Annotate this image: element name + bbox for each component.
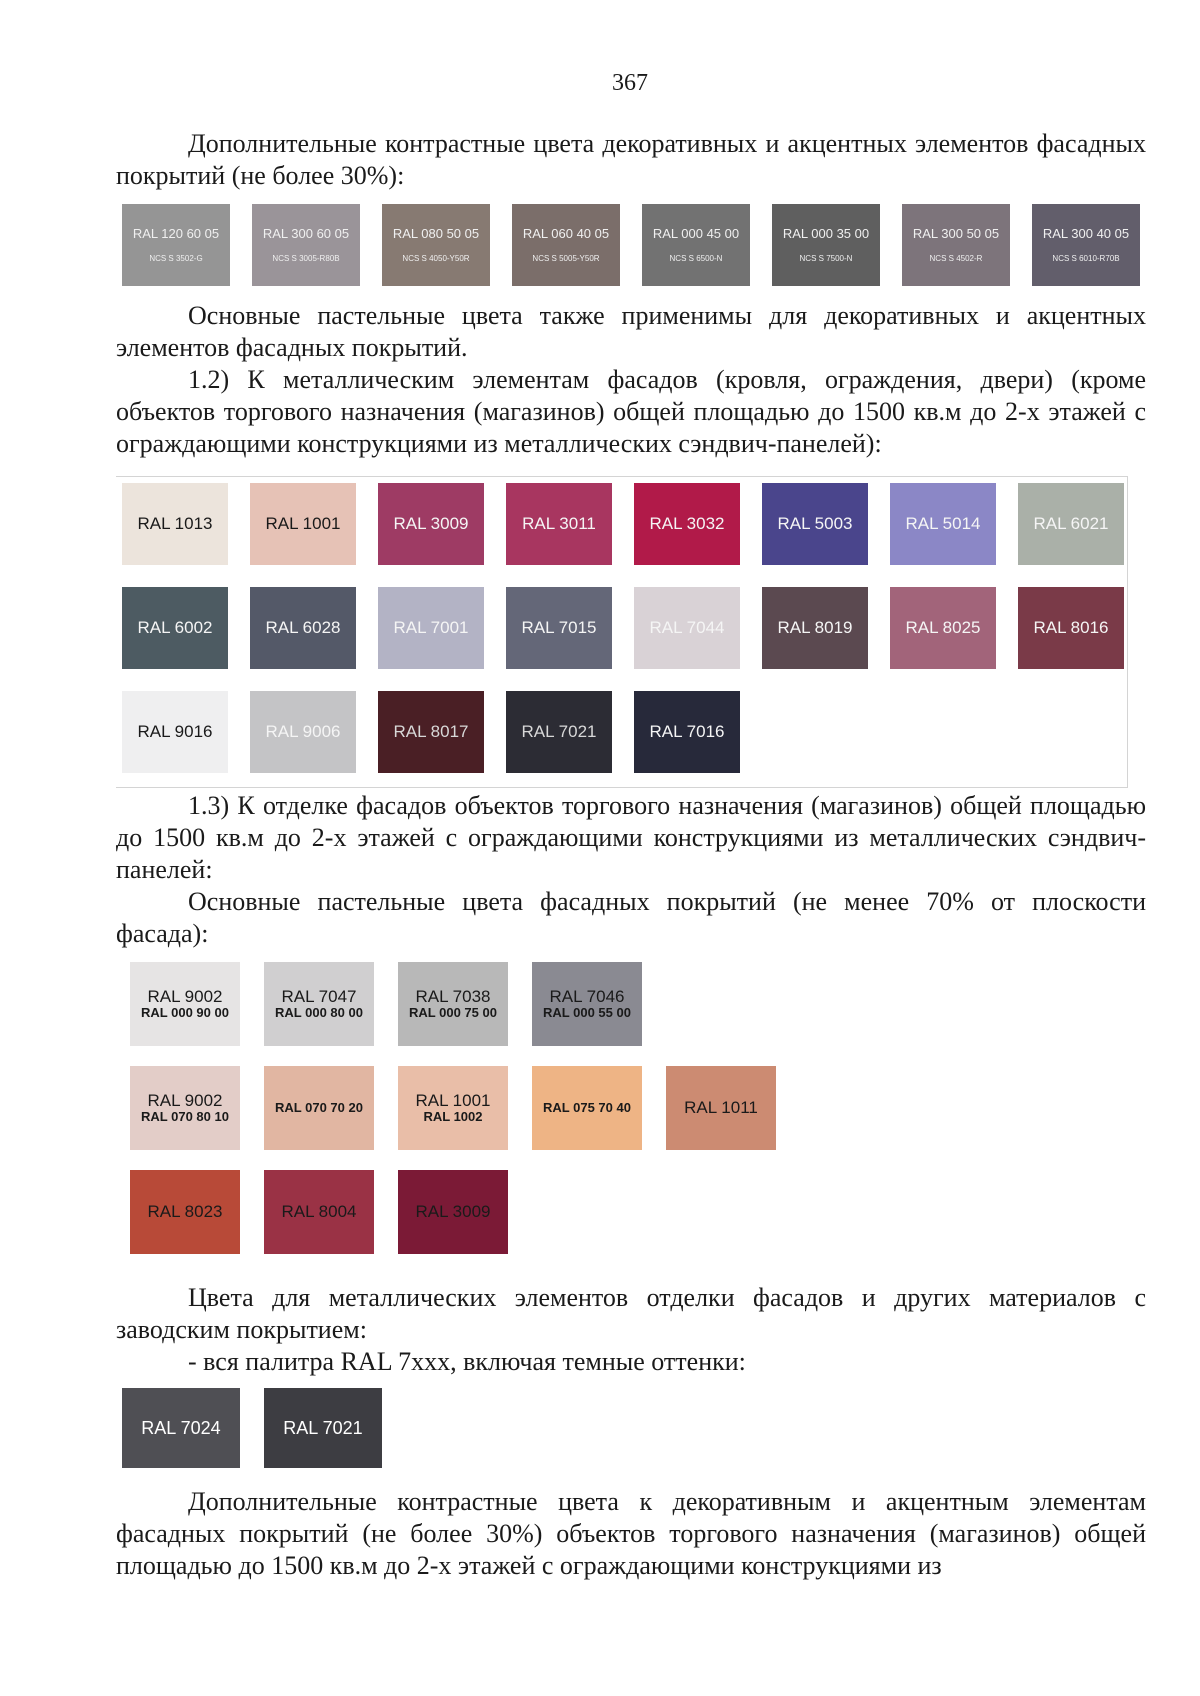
accent-swatch: [1032, 204, 1140, 286]
metal-swatch: [250, 587, 356, 669]
paragraph-pastel-main: Основные пастельные цвета фасадных покрытий (не менее 70% от плоскости фасада):: [116, 887, 1146, 948]
pastel-swatch: [130, 962, 240, 1046]
pastel-swatch: [532, 962, 642, 1046]
swatch-ncs-code: NCS S 5005-Y50R: [532, 253, 600, 263]
swatch-line-1: RAL 8023: [147, 1202, 223, 1222]
pastel-swatch: [130, 1170, 240, 1254]
paragraph-contrast-shops: Дополнительные контрастные цвета к декоративным и акцентным элементам фасадных покрытий (не более 30%) объектов торгового назначения (магазинов) общей площадью до 1500 кв.м до 2-х этажей с ограждающими конструкциями из: [116, 1487, 1146, 1580]
swatch-line-1: RAL 7038: [415, 986, 491, 1006]
metal-swatch: [378, 483, 484, 565]
swatch-label: RAL 7044: [649, 618, 725, 638]
swatch-label: RAL 7021: [521, 722, 597, 742]
swatch-label: RAL 3009: [393, 514, 469, 534]
swatch-line-2: RAL 075 70 40: [543, 1099, 631, 1115]
swatch-line-2: RAL 000 90 00: [141, 1005, 229, 1021]
metal-swatch: [762, 587, 868, 669]
swatch-line-1: RAL 9002: [147, 1090, 223, 1110]
metal-swatch: [1018, 587, 1124, 669]
accent-swatch: [252, 204, 360, 286]
metal-swatch: [506, 483, 612, 565]
swatch-ral-code: RAL 000 35 00: [782, 225, 870, 241]
metal-swatch: [890, 483, 996, 565]
swatch-label: RAL 5003: [777, 514, 853, 534]
swatch-ncs-code: NCS S 7500-N: [799, 253, 853, 263]
pastel-swatch: [532, 1066, 642, 1150]
pastel-swatch: [666, 1066, 776, 1150]
swatch-ncs-code: NCS S 4502-R: [929, 253, 983, 263]
swatch-label: RAL 3032: [649, 514, 725, 534]
pastel-swatch: [264, 1066, 374, 1150]
dark-swatch: [264, 1388, 382, 1468]
swatch-line-1: RAL 1001: [415, 1090, 491, 1110]
page-number: 367: [612, 70, 648, 96]
swatch-label: RAL 8016: [1033, 618, 1109, 638]
swatch-label: RAL 8025: [905, 618, 981, 638]
swatch-label: RAL 7001: [393, 618, 469, 638]
metal-swatch: [634, 587, 740, 669]
swatch-label: RAL 6028: [265, 618, 341, 638]
paragraph-ral7-palette: - вся палитра RAL 7xxx, включая темные оттенки:: [188, 1347, 746, 1376]
swatch-line-2: RAL 000 80 00: [275, 1005, 363, 1021]
swatch-ncs-code: NCS S 6500-N: [669, 253, 723, 263]
swatch-line-1: RAL 7047: [281, 986, 357, 1006]
pastel-swatch: [264, 962, 374, 1046]
swatch-label: RAL 6002: [137, 618, 213, 638]
metal-swatch: [250, 691, 356, 773]
pastel-swatch: [398, 1170, 508, 1254]
pastel-swatch: [398, 1066, 508, 1150]
paragraph-shop-facades: 1.3) К отделке фасадов объектов торгового назначения (магазинов) общей площадью до 1500 кв.м до 2-х этажей с ограждающими конструкциями из металлических сэндвич-панелей:: [116, 791, 1146, 884]
swatch-line-2: RAL 000 55 00: [543, 1005, 631, 1021]
swatch-label: RAL 7016: [649, 722, 725, 742]
swatch-ral-code: RAL 300 60 05: [262, 225, 350, 241]
swatch-label: RAL 9006: [265, 722, 341, 742]
paragraph-metal-elements: 1.2) К металлическим элементам фасадов (кровля, ограждения, двери) (кроме объектов торгового назначения (магазинов) общей площадью до 1500 кв.м до 2-х этажей с ограждающими конструкциями из металлических сэндвич-панелей):: [116, 365, 1146, 458]
swatch-line-1: RAL 7046: [549, 986, 625, 1006]
accent-swatch: [122, 204, 230, 286]
metal-swatch: [122, 483, 228, 565]
swatch-ral-code: RAL 000 45 00: [652, 225, 740, 241]
accent-swatch: [902, 204, 1010, 286]
swatch-label: RAL 9016: [137, 722, 213, 742]
swatch-label: RAL 8019: [777, 618, 853, 638]
swatch-ral-code: RAL 060 40 05: [522, 225, 610, 241]
pastel-swatch: [130, 1066, 240, 1150]
swatch-ral-code: RAL 300 40 05: [1042, 225, 1130, 241]
metal-swatch: [506, 587, 612, 669]
swatch-label: RAL 8017: [393, 722, 469, 742]
swatch-line-1: RAL 9002: [147, 986, 223, 1006]
accent-swatch: [642, 204, 750, 286]
metal-swatch: [378, 587, 484, 669]
swatch-label: RAL 6021: [1033, 514, 1109, 534]
paragraph-pastel-note: Основные пастельные цвета также применимы для декоративных и акцентных элементов фасадных покрытий.: [116, 301, 1146, 362]
pastel-swatch: [398, 962, 508, 1046]
swatch-label: RAL 7021: [283, 1417, 363, 1438]
swatch-ncs-code: NCS S 3502-G: [149, 253, 203, 263]
metal-swatch: [762, 483, 868, 565]
swatch-label: RAL 5014: [905, 514, 981, 534]
swatch-label: RAL 7024: [141, 1417, 221, 1438]
paragraph-metal-factory: Цвета для металлических элементов отделки фасадов и других материалов с заводским покрытием:: [116, 1283, 1146, 1344]
accent-swatch: [382, 204, 490, 286]
swatch-line-2: RAL 070 80 10: [141, 1109, 229, 1125]
swatch-line-1: RAL 3009: [415, 1202, 491, 1222]
metal-swatch: [506, 691, 612, 773]
swatch-line-2: RAL 1002: [423, 1109, 483, 1125]
metal-swatch: [1018, 483, 1124, 565]
paragraph-accent-colors: Дополнительные контрастные цвета декоративных и акцентных элементов фасадных покрытий (не более 30%):: [116, 129, 1146, 190]
swatch-label: RAL 1001: [265, 514, 341, 534]
swatch-line-2: RAL 070 70 20: [275, 1099, 363, 1115]
accent-swatch: [512, 204, 620, 286]
metal-swatch: [634, 483, 740, 565]
swatch-ncs-code: NCS S 4050-Y50R: [402, 253, 470, 263]
metal-swatch: [122, 691, 228, 773]
swatch-ral-code: RAL 300 50 05: [912, 225, 1000, 241]
swatch-ral-code: RAL 080 50 05: [392, 225, 480, 241]
swatch-line-1: RAL 8004: [281, 1202, 357, 1222]
metal-swatch: [890, 587, 996, 669]
swatch-label: RAL 3011: [522, 514, 596, 534]
metal-swatch: [250, 483, 356, 565]
dark-swatch: [122, 1388, 240, 1468]
swatch-line-1: RAL 1011: [684, 1098, 758, 1118]
metal-swatch: [378, 691, 484, 773]
swatch-ncs-code: NCS S 3005-R80B: [272, 253, 340, 263]
swatch-ral-code: RAL 120 60 05: [132, 225, 220, 241]
swatch-line-2: RAL 000 75 00: [409, 1005, 497, 1021]
metal-swatch: [122, 587, 228, 669]
swatch-label: RAL 1013: [137, 514, 213, 534]
accent-swatch: [772, 204, 880, 286]
metal-swatch: [634, 691, 740, 773]
swatch-label: RAL 7015: [521, 618, 597, 638]
pastel-swatch: [264, 1170, 374, 1254]
swatch-ncs-code: NCS S 6010-R70B: [1052, 253, 1120, 263]
